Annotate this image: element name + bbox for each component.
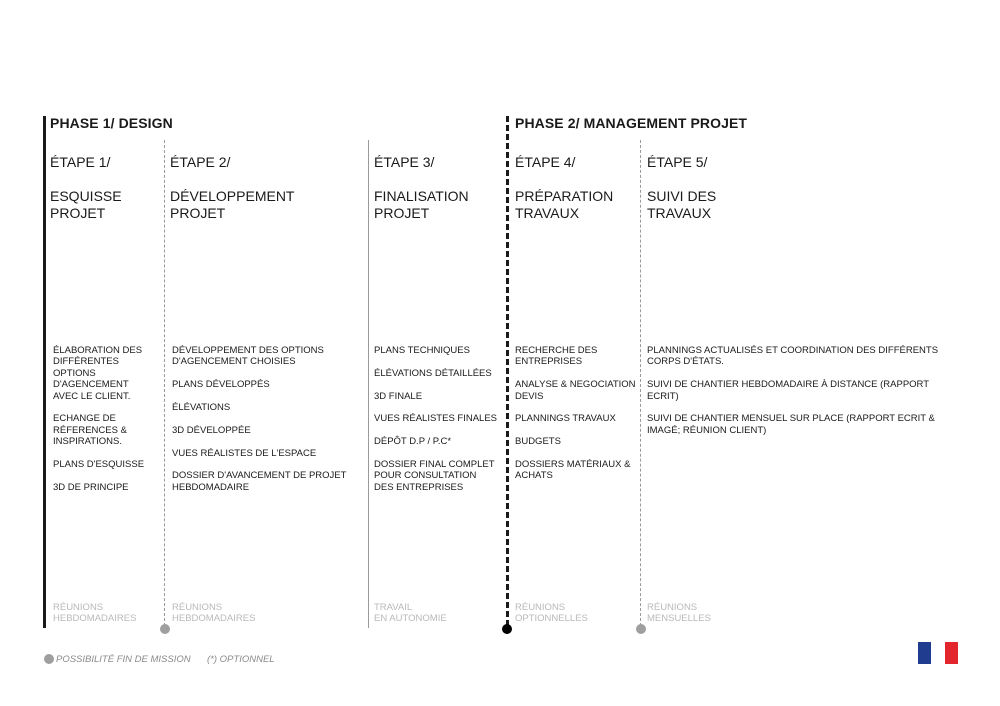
end-of-mission-dot-icon xyxy=(502,624,512,634)
list-item: 3D DE PRINCIPE xyxy=(53,481,129,493)
step-5-divider xyxy=(640,140,641,626)
list-item: PLANNINGS TRAVAUX xyxy=(515,413,616,425)
list-item: RECHERCHE DES ENTREPRISES xyxy=(515,345,598,368)
legend-end-of-mission: POSSIBILITÉ FIN DE MISSION xyxy=(56,654,191,665)
french-flag-icon[interactable] xyxy=(918,642,958,664)
list-item: DOSSIERS MATÉRIAUX & ACHATS xyxy=(515,459,631,482)
list-item: SUIVI DE CHANTIER HEBDOMADAIRE À DISTANCE (RAPPORT ECRIT) xyxy=(647,379,930,402)
list-item: SUIVI DE CHANTIER MENSUEL SUR PLACE (RAPPORT ECRIT & IMAGÉ; RÉUNION CLIENT) xyxy=(647,413,935,436)
step-5-name: SUIVI DES TRAVAUX xyxy=(647,188,717,221)
list-item: ÉLÉVATIONS DÉTAILLÉES xyxy=(374,367,492,379)
phase-2-title: PHASE 2/ MANAGEMENT PROJET xyxy=(515,115,748,131)
step-1-footer: RÉUNIONS HEBDOMADAIRES xyxy=(53,602,137,625)
phase-1-title: PHASE 1/ DESIGN xyxy=(50,115,173,131)
end-of-mission-dot-icon xyxy=(636,624,646,634)
list-item: PLANS DÉVELOPPÉS xyxy=(172,379,270,391)
step-3-footer: TRAVAIL EN AUTONOMIE xyxy=(374,602,447,625)
step-2-divider xyxy=(164,140,165,626)
step-1-label: ÉTAPE 1/ xyxy=(50,154,111,170)
step-2-label: ÉTAPE 2/ xyxy=(170,154,231,170)
step-5-label: ÉTAPE 5/ xyxy=(647,154,708,170)
flag-white-band xyxy=(931,642,944,664)
list-item: 3D FINALE xyxy=(374,390,423,402)
end-of-mission-dot-icon xyxy=(160,624,170,634)
phase-1-divider xyxy=(43,116,46,628)
step-3-items xyxy=(374,345,502,505)
list-item: 3D DÉVELOPPÉE xyxy=(172,424,251,436)
list-item: VUES RÉALISTES FINALES xyxy=(374,413,498,425)
list-item: BUDGETS xyxy=(515,436,561,448)
list-item: PLANS TECHNIQUES xyxy=(374,345,470,356)
list-item: DOSSIER D'AVANCEMENT DE PROJET HEBDOMADAIRE xyxy=(172,470,347,493)
step-2-name: DÉVELOPPEMENT PROJET xyxy=(170,188,295,221)
step-1-items xyxy=(53,345,163,505)
step-3-name: FINALISATION PROJET xyxy=(374,188,469,221)
step-4-label: ÉTAPE 4/ xyxy=(515,154,576,170)
list-item: DÉPÔT D.P / P.C* xyxy=(374,436,452,448)
list-item: ÉLÉVATIONS xyxy=(172,402,231,413)
phase-2-divider xyxy=(506,116,509,626)
list-item: DÉVELOPPEMENT DES OPTIONS D'AGENCEMENT CHOISIES xyxy=(172,345,324,368)
step-3-label: ÉTAPE 3/ xyxy=(374,154,435,170)
flag-blue-band xyxy=(918,642,931,664)
step-4-footer: RÉUNIONS OPTIONNELLES xyxy=(515,602,588,625)
list-item: ÉLABORATION DES DIFFÉRENTES OPTIONS D'AGENCEMENT AVEC LE CLIENT. xyxy=(53,345,143,402)
legend-optional-note: (*) OPTIONNEL xyxy=(207,654,275,665)
list-item: DOSSIER FINAL COMPLET POUR CONSULTATION DES ENTREPRISES xyxy=(374,458,495,493)
step-1-name: ESQUISSE PROJET xyxy=(50,188,122,221)
list-item: PLANNINGS ACTUALISÉS ET COORDINATION DES DIFFÉRENTS CORPS D'ÉTATS. xyxy=(647,345,939,368)
flag-red-band xyxy=(945,642,958,664)
step-2-footer: RÉUNIONS HEBDOMADAIRES xyxy=(172,602,256,625)
list-item: VUES RÉALISTES DE L'ESPACE xyxy=(172,447,317,459)
step-3-divider xyxy=(368,140,369,628)
step-5-footer: RÉUNIONS MENSUELLES xyxy=(647,602,711,625)
step-4-items xyxy=(515,345,639,493)
legend-dot-icon xyxy=(44,654,54,664)
step-4-name: PRÉPARATION TRAVAUX xyxy=(515,188,614,221)
list-item: PLANS D'ESQUISSE xyxy=(53,459,145,471)
step-2-items xyxy=(172,345,362,505)
list-item: ANALYSE & NEGOCIATION DEVIS xyxy=(515,379,636,402)
step-5-items xyxy=(647,345,947,448)
list-item: ECHANGE DE RÉFERENCES & INSPIRATIONS. xyxy=(53,413,127,448)
